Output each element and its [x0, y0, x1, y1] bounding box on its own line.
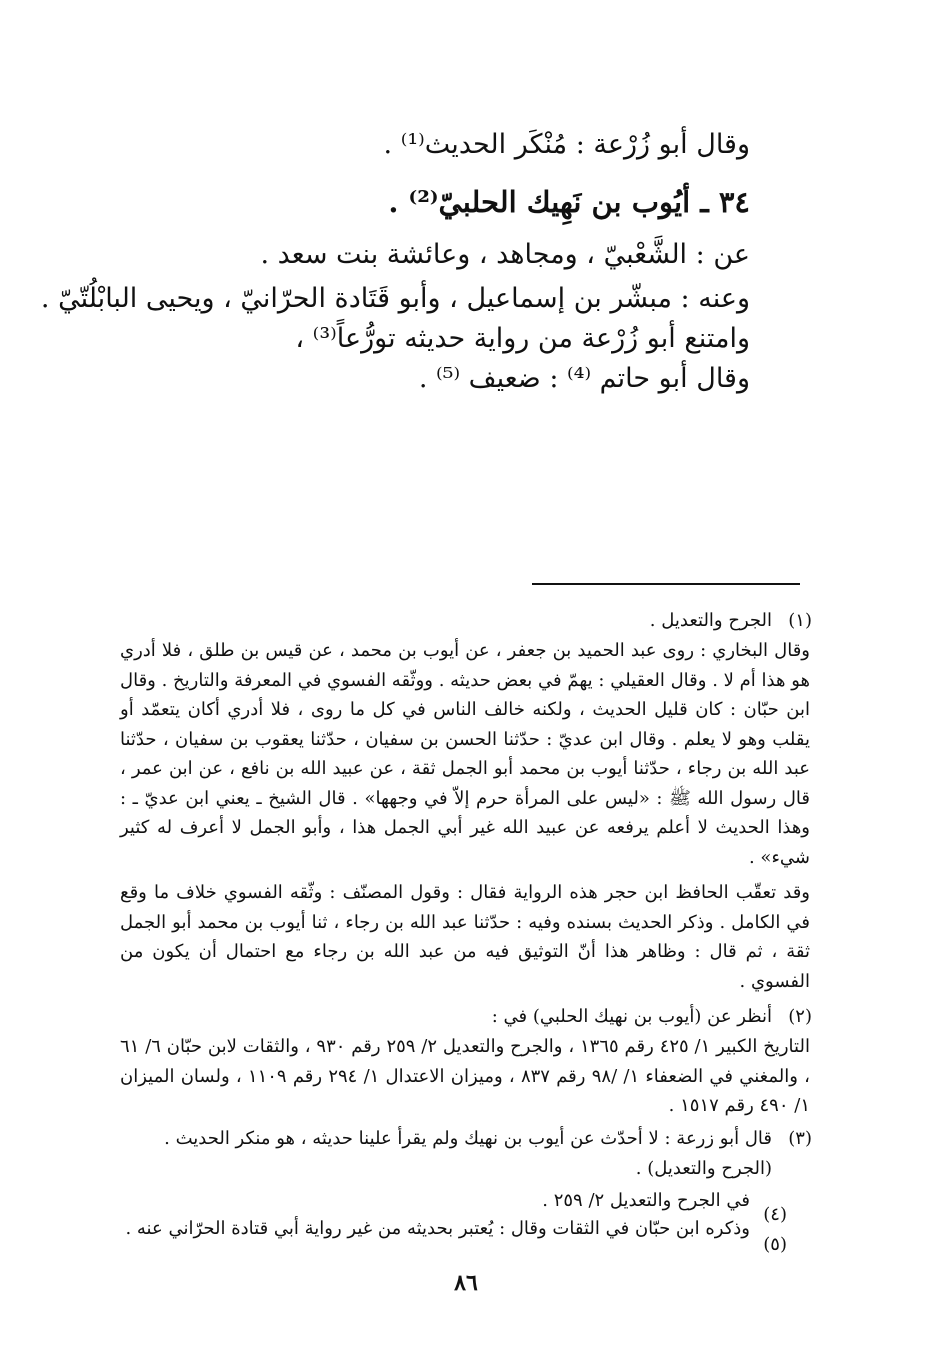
body-line-abu-hatim: وقال أبو حاتم ⁽⁴⁾ : ضعيف ⁽⁵⁾ . [418, 363, 750, 394]
body-line-students: وعنه : مبشّر بن إسماعيل ، وأبو قَتَادة الحرّانيّ ، ويحيى البابْلُتّيّ . [40, 283, 750, 314]
footnote-1-body-2: وقد تعقّب الحافظ ابن حجر هذه الرواية فقال : وقول المصنّف : وثّقه الفسوي خلاف ما وقع في الكامل . وذكر الحديث بسنده وفيه : حدّثنا عبد الله بن رجاء ، ثنا أيوب بن محمد أبو الجمل ثقة ، ثم قال : وظاهر هذا أنّ التوثيق فيه من عبد الله بن رجاء مع احتمال أن يكون من الفسوي . [120, 882, 810, 992]
footnote-4: في الجرح والتعديل ٢/ ٢٥٩ . [542, 1190, 750, 1211]
body-line-1: وقال أبو زُرْعة : مُنْكَر الحديث⁽¹⁾ . [383, 129, 750, 160]
footnote-2-body: التاريخ الكبير ١/ ٤٢٥ رقم ١٣٦٥ ، والجرح والتعديل ٢/ ٢٥٩ رقم ٩٣٠ ، والثقات لابن حبّان ٦/ ٦١ ، والمغني في الضعفاء ١/ /٩٨ رقم ٨٣٧ ، وميزان الاعتدال ١/ ٢٩٤ رقم ١١٠٩ ، ولسان الميزان ١/ ٤٩٠ رقم ١٥١٧ . [120, 1036, 810, 1116]
footnote-number-5: (٥) [763, 1234, 787, 1255]
footnote-3-line-2: (الجرح والتعديل) . [635, 1158, 772, 1179]
footnote-number-1: (١) [788, 610, 812, 631]
footnote-1-title: الجرح والتعديل . [649, 610, 772, 631]
footnote-5: وذكره ابن حبّان في الثقات وقال : يُعتبر بحديثه من غير رواية أبي قتادة الحرّاني عنه . [125, 1218, 750, 1239]
footnote-1-body: وقال البخاري : روى عبد الحميد بن جعفر ، عن أيوب بن محمد ، عن قيس بن طلق ، فلا أدري هو هذا أم لا . وقال العقيلي : يهمّ في بعض حديثه . ووثّقه الفسوي في المعرفة والتاريخ . وقال ابن حبّان : كان قليل الحديث ، ولكنه خالف الناس في كل ما روى ، فلا أدري أكان يتعمّد أو يقلب وهو لا يعلم . وقال ابن عديّ : حدّثنا الحسن بن سفيان ، حدّثنا يعقوب بن سفيان ، حدّثنا عبد الله بن رجاء ، حدّثنا أيوب بن محمد أبو الجمل ثقة ، عن عبيد الله بن نافع ، عن ابن عمر ، قال رسول الله ﷺ : «ليس على المرأة حرم إلاّ في وجهها» . قال الشيخ ـ يعني ابن عديّ ـ : وهذا الحديث لا أعلم يرفعه عن عبيد الله غير أبي الجمل هذا ، وأبو الجمل لا أعرف له كثير شيء» . [120, 640, 810, 868]
footnote-2-title: أنظر عن (أيوب بن نهيك الحلبي) في : [491, 1006, 772, 1027]
body-line-abu-zura: وامتنع أبو زُرْعة من رواية حديثه تورُّعاً⁽³⁾ ، [295, 323, 750, 354]
footnote-number-3: (٣) [788, 1128, 812, 1149]
footnote-separator [532, 583, 800, 585]
footnote-number-2: (٢) [788, 1006, 812, 1027]
footnote-number-4: (٤) [763, 1204, 787, 1225]
footnote-3-line-1: قال أبو زرعة : لا أحدّث عن أيوب بن نهيك ولم يقرأ علينا حديثه ، هو منكر الحديث . [164, 1128, 772, 1149]
page-number: ٨٦ [454, 1270, 478, 1296]
entry-heading: ٣٤ ـ أيُوب بن نَهِيك الحلبيّ⁽²⁾ . [388, 185, 750, 219]
body-line-teachers: عن : الشَّعْبيّ ، ومجاهد ، وعائشة بنت سعد . [260, 239, 750, 270]
